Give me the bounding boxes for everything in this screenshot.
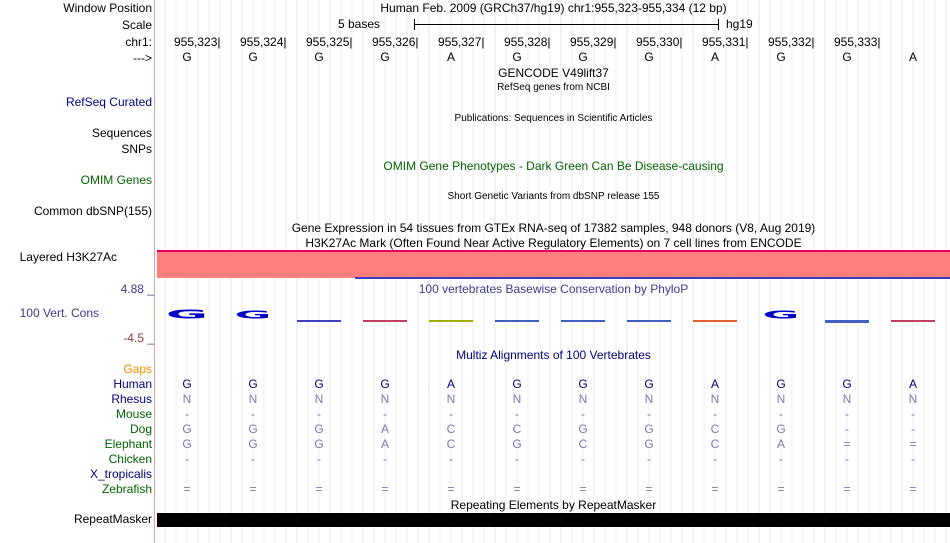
omim-track-title[interactable]: OMIM Gene Phenotypes - Dark Green Can Be Disease-causing (383, 159, 724, 173)
alignment-base: - (911, 407, 915, 421)
base-letter: G (248, 50, 258, 64)
alignment-base: - (581, 407, 585, 421)
ruler-coord: 955,332| (768, 35, 815, 49)
alignment-base: G (644, 422, 654, 436)
alignment-base: G (182, 437, 192, 451)
alignment-base: A (446, 377, 455, 391)
alignment-base: C (446, 422, 456, 436)
alignment-base: - (911, 452, 915, 466)
alignment-base: = (843, 437, 851, 451)
base-letter: G (644, 50, 654, 64)
alignment-base: = (249, 482, 257, 496)
conservation-logo-mark (363, 320, 407, 322)
gtex-track-title[interactable]: Gene Expression in 54 tissues from GTEx RNA-seq of 17382 samples, 948 donors (V8, Aug 2019) (291, 221, 816, 235)
alignment-base: - (845, 407, 849, 421)
species-label-elephant[interactable]: Elephant (104, 437, 152, 451)
conservation-logo-mark (495, 320, 539, 322)
alignment-base: N (182, 392, 192, 406)
alignment-base: - (383, 452, 387, 466)
alignment-base: - (713, 407, 717, 421)
alignment-base: C (710, 422, 720, 436)
alignment-base: - (449, 452, 453, 466)
alignment-base: G (248, 422, 258, 436)
scale-bar (414, 24, 718, 25)
species-label-rhesus[interactable]: Rhesus (111, 392, 152, 406)
alignment-base: - (317, 407, 321, 421)
alignment-base: G (314, 377, 324, 391)
alignment-base: C (512, 422, 522, 436)
alignment-base: N (710, 392, 720, 406)
scale-bar-left-tick (414, 19, 415, 30)
alignment-base: = (315, 482, 323, 496)
alignment-base: = (909, 482, 917, 496)
strand-arrow-label: ---> (133, 51, 152, 65)
alignment-base: A (380, 422, 389, 436)
ruler-coord: 955,333| (834, 35, 881, 49)
repeatmasker-track-label[interactable]: RepeatMasker (73, 512, 152, 526)
base-letter: A (908, 50, 917, 64)
alignment-base: - (383, 407, 387, 421)
alignment-base: = (513, 482, 521, 496)
window-position-label: Window Position (63, 1, 152, 15)
ruler-coord: 955,329| (570, 35, 617, 49)
alignment-base: - (779, 452, 783, 466)
conservation-logo-mark (561, 320, 605, 322)
base-letter: G (512, 50, 522, 64)
alignment-base: - (185, 452, 189, 466)
base-letter: G (578, 50, 588, 64)
alignment-base: - (251, 452, 255, 466)
conservation-logo (157, 308, 950, 328)
alignment-base: G (182, 377, 192, 391)
conservation-logo-letter: G (762, 308, 800, 322)
alignment-base: - (185, 407, 189, 421)
base-letter: G (182, 50, 192, 64)
scale-bar-right-tick (718, 19, 719, 30)
conservation-logo-mark (429, 320, 473, 322)
species-label-human[interactable]: Human (113, 377, 152, 391)
alignment-base: - (581, 452, 585, 466)
conservation-logo-mark (891, 320, 935, 322)
alignment-base: C (578, 437, 588, 451)
alignment-base: - (515, 452, 519, 466)
h3k27-track-label[interactable]: Layered H3K27Ac (19, 250, 117, 264)
multiz-track-title[interactable]: Multiz Alignments of 100 Vertebrates (456, 348, 651, 362)
gencode-track-title[interactable]: GENCODE V49lift37 (498, 66, 609, 80)
species-label-chicken[interactable]: Chicken (108, 452, 152, 466)
sequences-track-label[interactable]: Sequences (91, 126, 152, 140)
alignment-base: G (314, 422, 324, 436)
alignment-base: G (776, 377, 786, 391)
repeatmasker-track-title[interactable]: Repeating Elements by RepeatMasker (450, 498, 657, 512)
conservation-logo-letter: G (234, 308, 272, 322)
publications-track-title[interactable]: Publications: Sequences in Scientific Articles (454, 113, 653, 124)
alignment-base: N (644, 392, 654, 406)
alignment-base: - (713, 452, 717, 466)
ruler-coord: 955,325| (306, 35, 353, 49)
alignment-base: N (248, 392, 258, 406)
species-label-mouse[interactable]: Mouse (115, 407, 152, 421)
species-label-x_tropicalis[interactable]: X_tropicalis (89, 467, 152, 481)
alignment-base: G (578, 377, 588, 391)
phylop-track-title[interactable]: 100 vertebrates Basewise Conservation by PhyloP (418, 282, 689, 296)
gaps-track-label[interactable]: Gaps (123, 362, 152, 376)
dbsnp-track-desc[interactable]: Short Genetic Variants from dbSNP release 155 (447, 191, 660, 202)
alignment-base: G (776, 422, 786, 436)
refseq-track-desc[interactable]: RefSeq genes from NCBI (497, 82, 610, 93)
alignment-base: N (512, 392, 522, 406)
alignment-base: G (512, 377, 522, 391)
base-letter: G (380, 50, 390, 64)
alignment-base: - (515, 407, 519, 421)
alignment-base: G (512, 437, 522, 451)
ruler-coord: 955,327| (438, 35, 485, 49)
alignment-base: - (845, 422, 849, 436)
phylop-min-value: -4.5 _ (123, 331, 154, 345)
scale-label: Scale (121, 18, 152, 32)
alignment-base: N (908, 392, 918, 406)
alignment-base: G (578, 422, 588, 436)
base-letter: G (842, 50, 852, 64)
conservation-logo-mark (693, 320, 737, 322)
alignment-base: - (647, 407, 651, 421)
alignment-base: A (908, 377, 917, 391)
alignment-base: A (710, 377, 719, 391)
alignment-base: - (251, 407, 255, 421)
refseq-track-label[interactable]: RefSeq Curated (65, 95, 152, 109)
alignment-base: N (776, 392, 786, 406)
alignment-base: N (446, 392, 456, 406)
alignment-base: N (578, 392, 588, 406)
alignment-base: G (314, 437, 324, 451)
alignment-base: = (843, 482, 851, 496)
alignment-base: G (182, 422, 192, 436)
h3k27-track-title[interactable]: H3K27Ac Mark (Often Found Near Active Regulatory Elements) on 7 cell lines from ENCODE (305, 236, 802, 250)
conservation-logo-mark (627, 320, 671, 322)
alignment-base: = (183, 482, 191, 496)
alignment-base: C (446, 437, 456, 451)
base-letter: G (776, 50, 786, 64)
alignment-base: G (248, 437, 258, 451)
ruler-coord: 955,324| (240, 35, 287, 49)
alignment-base: C (710, 437, 720, 451)
alignment-base: - (647, 452, 651, 466)
alignment-base: = (909, 437, 917, 451)
common-dbsnp-track-label[interactable]: Common dbSNP(155) (33, 204, 152, 218)
phylop-track-label[interactable]: 100 Vert. Cons (19, 306, 99, 320)
ruler-coord: 955,330| (636, 35, 683, 49)
omim-track-label[interactable]: OMIM Genes (80, 173, 152, 187)
conservation-logo-mark (825, 320, 869, 323)
alignment-base: G (248, 377, 258, 391)
h3k27ac-signal-line (355, 277, 950, 279)
window-position-text: Human Feb. 2009 (GRCh37/hg19) chr1:955,323-955,334 (12 bp) (380, 1, 727, 15)
scale-assembly: hg19 (726, 17, 753, 31)
alignment-base: G (842, 377, 852, 391)
h3k27ac-signal[interactable] (157, 250, 950, 278)
conservation-logo-mark (297, 320, 341, 322)
alignment-base: = (447, 482, 455, 496)
alignment-base: A (380, 437, 389, 451)
base-letter: A (446, 50, 455, 64)
alignment-base: = (381, 482, 389, 496)
phylop-max-value: 4.88 _ (120, 282, 154, 296)
label-separator (154, 0, 155, 543)
alignment-base: N (380, 392, 390, 406)
species-label-zebrafish[interactable]: Zebrafish (101, 482, 152, 496)
alignment-base: G (380, 377, 390, 391)
alignment-base: - (845, 452, 849, 466)
alignment-base: A (776, 437, 785, 451)
conservation-logo-letter: G (165, 308, 209, 322)
repeatmasker-bar[interactable] (157, 513, 950, 527)
ruler-coord: 955,323| (174, 35, 221, 49)
ruler-chrom-label: chr1: (125, 35, 152, 49)
base-letter: A (710, 50, 719, 64)
alignment-base: N (314, 392, 324, 406)
snps-track-label[interactable]: SNPs (121, 142, 152, 156)
alignment-base: - (779, 407, 783, 421)
alignment-base: = (777, 482, 785, 496)
alignment-base: G (644, 437, 654, 451)
species-label-dog[interactable]: Dog (129, 422, 152, 436)
alignment-base: - (449, 407, 453, 421)
ruler-coord: 955,326| (372, 35, 419, 49)
alignment-base: N (842, 392, 852, 406)
scale-bases: 5 bases (338, 17, 381, 31)
alignment-base: - (317, 452, 321, 466)
alignment-base: G (644, 377, 654, 391)
alignment-base: = (579, 482, 587, 496)
ruler-coord: 955,328| (504, 35, 551, 49)
alignment-base: = (711, 482, 719, 496)
base-letter: G (314, 50, 324, 64)
alignment-base: - (911, 422, 915, 436)
ruler-coord: 955,331| (702, 35, 749, 49)
alignment-base: = (645, 482, 653, 496)
